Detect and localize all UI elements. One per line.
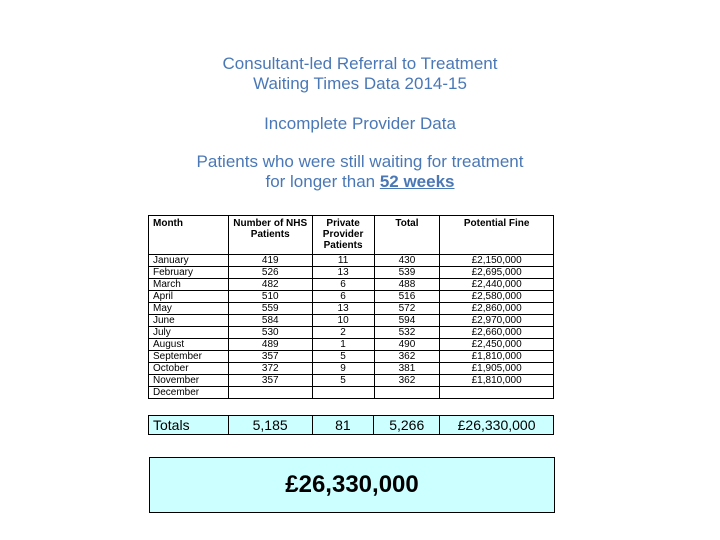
private-cell: 2	[312, 327, 374, 339]
nhs-cell: 419	[228, 255, 312, 267]
fine-cell: £2,660,000	[440, 327, 554, 339]
fine-cell: £1,810,000	[440, 351, 554, 363]
totals-fine: £26,330,000	[440, 416, 554, 435]
description-line-1: Patients who were still waiting for treatment	[196, 152, 524, 171]
month-cell: September	[149, 351, 229, 363]
table-row	[149, 255, 554, 267]
table-row	[149, 291, 554, 303]
month-cell: April	[149, 291, 229, 303]
table-row	[149, 327, 554, 339]
month-cell: January	[149, 255, 229, 267]
private-cell: 6	[312, 279, 374, 291]
title-line-2: Waiting Times Data 2014-15	[253, 74, 467, 93]
private-cell: 13	[312, 267, 374, 279]
description-line-2	[0, 172, 720, 192]
table-row	[149, 315, 554, 327]
fine-cell: £2,450,000	[440, 339, 554, 351]
private-cell: 5	[312, 375, 374, 387]
total-cell: 488	[374, 279, 440, 291]
column-header-total: Total	[374, 216, 440, 255]
fine-cell	[440, 387, 554, 399]
private-cell: 9	[312, 363, 374, 375]
nhs-cell: 357	[228, 375, 312, 387]
waiting-times-table	[148, 215, 554, 399]
table-row	[149, 267, 554, 279]
private-cell: 11	[312, 255, 374, 267]
table-row	[149, 387, 554, 399]
totals-private: 81	[312, 416, 374, 435]
table-body	[149, 255, 554, 399]
totals-table	[148, 415, 554, 435]
fine-cell: £2,695,000	[440, 267, 554, 279]
weeks-highlight: 52 weeks	[379, 172, 455, 191]
month-cell: February	[149, 267, 229, 279]
column-header-fine: Potential Fine	[440, 216, 554, 255]
month-cell: July	[149, 327, 229, 339]
totals-label: Totals	[149, 416, 229, 435]
nhs-cell: 482	[228, 279, 312, 291]
nhs-cell: 489	[228, 339, 312, 351]
title-line-1: Consultant-led Referral to Treatment	[222, 54, 498, 73]
column-header-nhs: Number of NHS Patients	[228, 216, 312, 255]
month-cell: December	[149, 387, 229, 399]
total-cell: 539	[374, 267, 440, 279]
nhs-cell: 372	[228, 363, 312, 375]
month-cell: May	[149, 303, 229, 315]
total-fine-box	[149, 457, 555, 513]
total-cell: 594	[374, 315, 440, 327]
fine-cell: £2,580,000	[440, 291, 554, 303]
private-cell	[312, 387, 374, 399]
total-cell	[374, 387, 440, 399]
fine-cell: £2,970,000	[440, 315, 554, 327]
column-header-month: Month	[149, 216, 229, 255]
total-cell: 381	[374, 363, 440, 375]
table-row	[149, 279, 554, 291]
private-cell: 1	[312, 339, 374, 351]
private-cell: 13	[312, 303, 374, 315]
fine-cell: £1,905,000	[440, 363, 554, 375]
private-cell: 5	[312, 351, 374, 363]
total-cell: 532	[374, 327, 440, 339]
total-cell: 490	[374, 339, 440, 351]
table-row	[149, 351, 554, 363]
table-row	[149, 339, 554, 351]
total-cell: 430	[374, 255, 440, 267]
totals-row	[149, 416, 554, 435]
total-fine-value: £26,330,000	[285, 471, 419, 498]
fine-cell: £2,440,000	[440, 279, 554, 291]
table-header-row	[149, 216, 554, 255]
month-cell: November	[149, 375, 229, 387]
description-prefix: for longer than	[265, 172, 380, 191]
fine-cell: £2,860,000	[440, 303, 554, 315]
column-header-private: Private Provider Patients	[312, 216, 374, 255]
private-cell: 6	[312, 291, 374, 303]
nhs-cell: 510	[228, 291, 312, 303]
total-cell: 362	[374, 375, 440, 387]
title-block	[0, 54, 720, 192]
nhs-cell: 584	[228, 315, 312, 327]
month-cell: June	[149, 315, 229, 327]
total-cell: 362	[374, 351, 440, 363]
fine-cell: £1,810,000	[440, 375, 554, 387]
fine-cell: £2,150,000	[440, 255, 554, 267]
table-row	[149, 375, 554, 387]
month-cell: March	[149, 279, 229, 291]
subtitle: Incomplete Provider Data	[264, 114, 456, 133]
totals-nhs: 5,185	[228, 416, 312, 435]
month-cell: August	[149, 339, 229, 351]
private-cell: 10	[312, 315, 374, 327]
totals-total: 5,266	[374, 416, 440, 435]
table-row	[149, 303, 554, 315]
total-cell: 516	[374, 291, 440, 303]
nhs-cell: 526	[228, 267, 312, 279]
table-row	[149, 363, 554, 375]
total-cell: 572	[374, 303, 440, 315]
month-cell: October	[149, 363, 229, 375]
nhs-cell	[228, 387, 312, 399]
nhs-cell: 357	[228, 351, 312, 363]
nhs-cell: 559	[228, 303, 312, 315]
nhs-cell: 530	[228, 327, 312, 339]
